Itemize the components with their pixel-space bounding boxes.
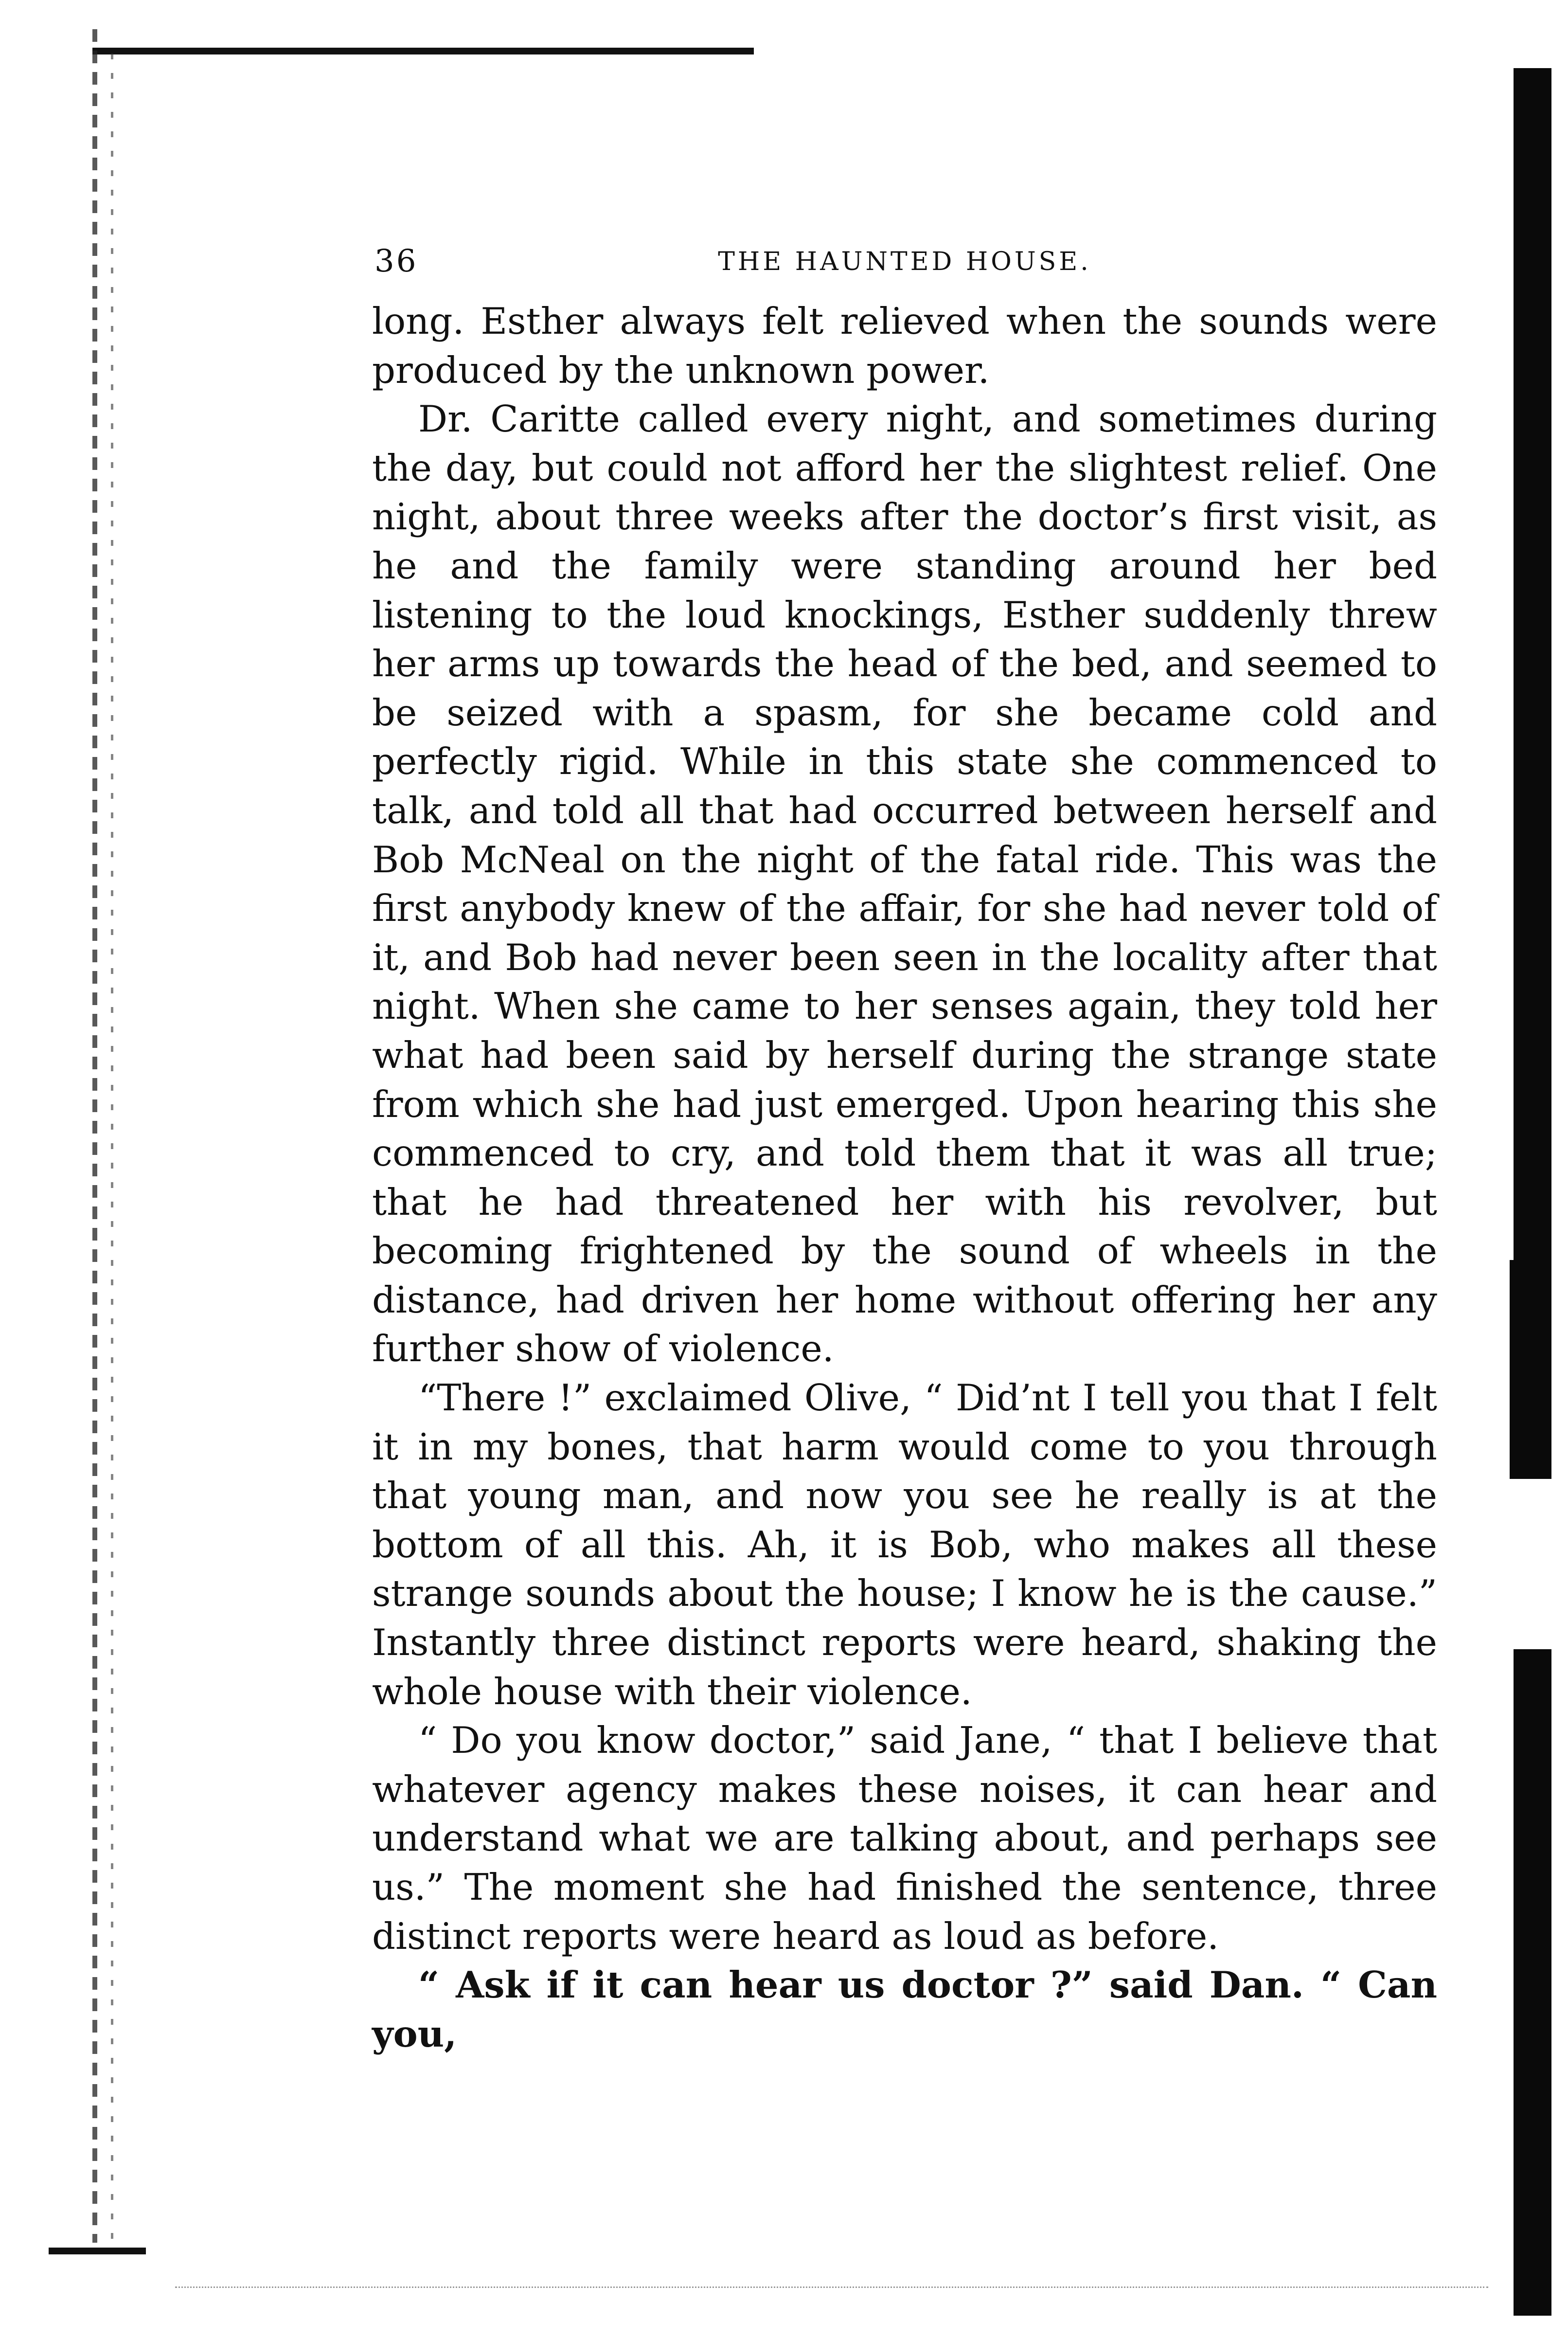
paragraph-5: “ Ask if it can hear us doctor ?” said Dan. “ Can you, — [372, 1963, 1437, 2055]
running-title: THE HAUNTED HOUSE. — [718, 247, 1091, 276]
paragraph-3: “There !” exclaimed Olive, “ Did’nt I tell you that I felt it in my bones, that harm would come to you through that young man, and now you see he really is at the bottom of all this. Ah, it is Bob, who makes all these strange sounds about the house; I know he is the cause.” Instantly three distinct reports were heard, shaking the whole house with their violence. — [372, 1376, 1437, 1713]
book-page — [372, 243, 1437, 2058]
scan-left-base — [49, 2179, 146, 2254]
scan-left-edge — [92, 29, 97, 2243]
body-text — [372, 297, 1437, 2058]
paragraph-2: Dr. Caritte called every night, and sometimes during the day, but could not afford her the slightest relief. One night, about three weeks after the doctor’s first visit, as he and the family were standing around her bed listening to the loud knockings, Esther suddenly threw her arms up towards the head of the bed, and seemed to be seized with a spasm, for she became cold and perfectly rigid. While in this state she commenced to talk, and told all that had occurred between herself and Bob McNeal on the night of the fatal ride. This was the first anybody knew of the affair, for she had never told of it, and Bob had never been seen in the locality after that night. When she came to her senses again, they told her what had been said by herself during the strange state from which she had just emerged. Upon hearing this she commenced to cry, and told them that it was all true; that he had threatened her with his revolver, but becoming frightened by the sound of wheels in the distance, had driven her home without offering her any further show of violence. — [372, 397, 1437, 1370]
scan-right-bar-middle — [1510, 1260, 1551, 1479]
scan-bottom-line — [175, 2286, 1488, 2288]
paragraph-1: long. Esther always felt relieved when the sounds were produced by the unknown power. — [372, 300, 1437, 392]
page-number: 36 — [374, 243, 418, 279]
scan-left-edge-inner — [111, 54, 113, 2243]
scan-right-bar-bottom — [1514, 1649, 1551, 2316]
running-head — [372, 243, 1437, 297]
scan-right-bar-top — [1514, 68, 1551, 1459]
paragraph-4: “ Do you know doctor,” said Jane, “ that I believe that whatever agency makes these noises, it can hear and understand what we are talking about, and perhaps see us.” The moment she had finished the sentence, three distinct reports were heard as loud as before. — [372, 1719, 1437, 1958]
scan-top-rule — [92, 48, 754, 54]
